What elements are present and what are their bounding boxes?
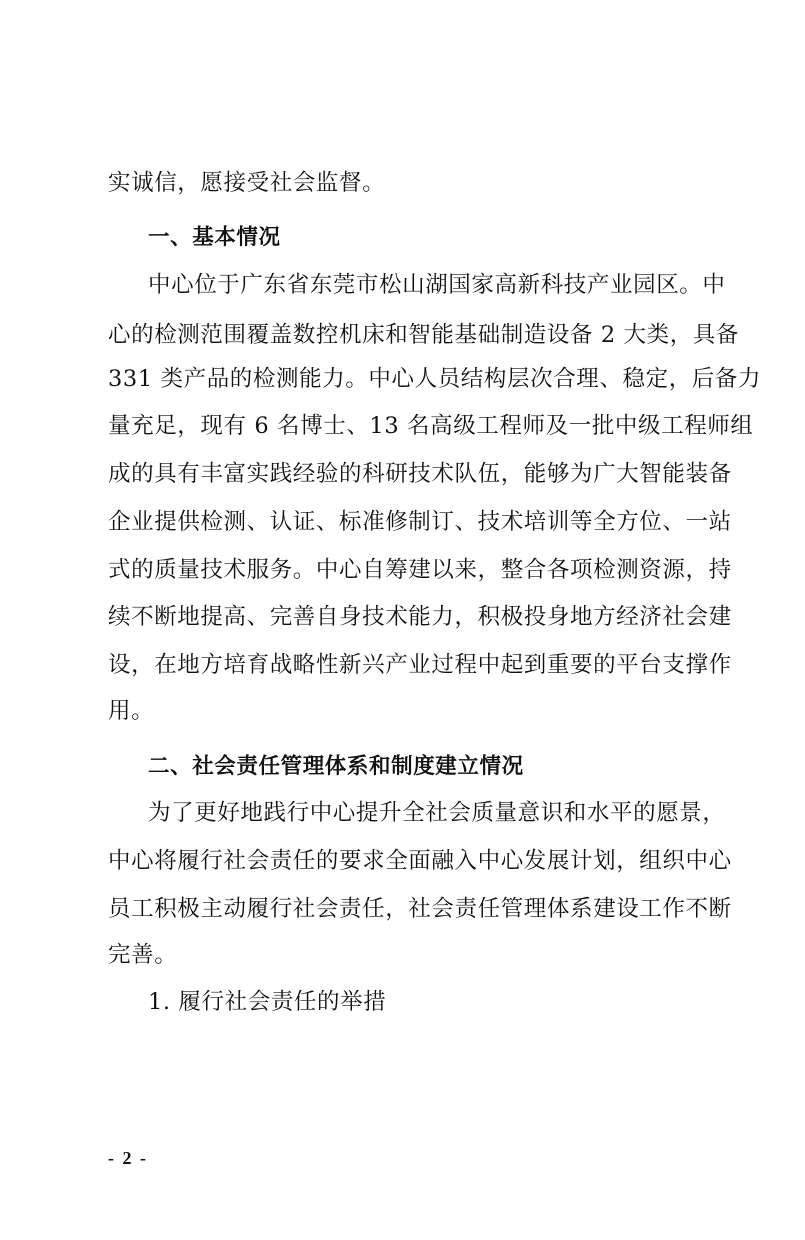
section-heading-management-system: 二、社会责任管理体系和制度建立情况 [148,754,524,779]
paragraph-line: 用。 [108,698,155,724]
section-heading-basic-info: 一、基本情况 [148,225,281,250]
paragraph-line: 中心位于广东省东莞市松山湖国家高新科技产业园区。中 [148,272,726,298]
subsection-heading: 1. 履行社会责任的举措 [148,989,387,1015]
carryover-paragraph-line: 实诚信，愿接受社会监督。 [108,170,386,196]
paragraph-line: 为了更好地践行中心提升全社会质量意识和水平的愿景， [148,800,726,826]
paragraph-line: 量充足，现有 6 名博士、13 名高级工程师及一批中级工程师组 [108,413,754,439]
page-number: - 2 - [108,1148,148,1168]
paragraph-line: 成的具有丰富实践经验的科研技术队伍，能够为广大智能装备 [108,461,732,487]
paragraph-line: 续不断地提高、完善自身技术能力，积极投身地方经济社会建 [108,604,732,630]
paragraph-line: 企业提供检测、认证、标准修制订、技术培训等全方位、一站 [108,509,732,535]
paragraph-line: 式的质量技术服务。中心自筹建以来，整合各项检测资源，持 [108,557,732,583]
paragraph-line: 331 类产品的检测能力。中心人员结构层次合理、稳定，后备力 [108,366,762,392]
paragraph-line: 心的检测范围覆盖数控机床和智能基础制造设备 2 大类，具备 [108,322,740,348]
paragraph-line: 员工积极主动履行社会责任，社会责任管理体系建设工作不断 [108,896,732,922]
paragraph-line: 设，在地方培育战略性新兴产业过程中起到重要的平台支撑作 [108,652,732,678]
paragraph-line: 完善。 [108,942,178,968]
paragraph-line: 中心将履行社会责任的要求全面融入中心发展计划，组织中心 [108,848,732,874]
